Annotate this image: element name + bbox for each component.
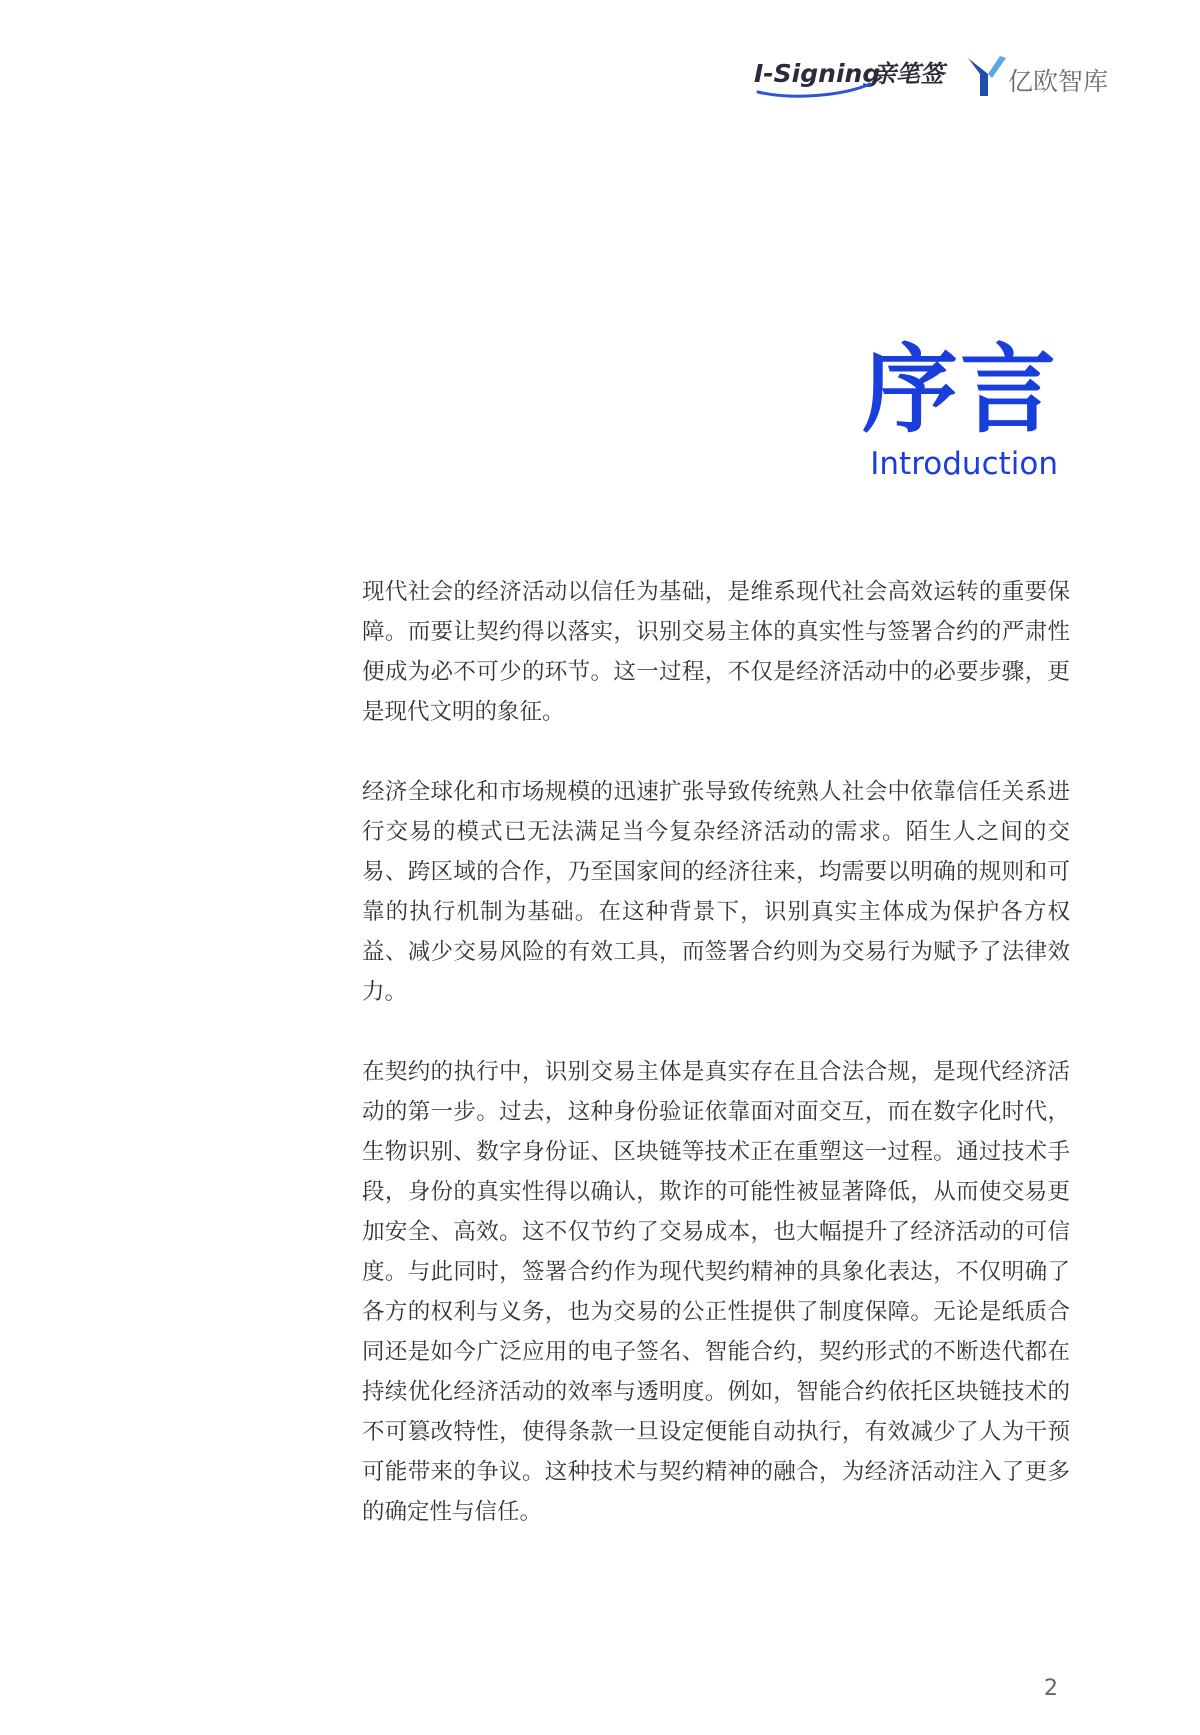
title-block — [862, 334, 1058, 482]
yiou-logo-text: 亿欧智库 — [1008, 67, 1109, 96]
yiou-logo — [964, 52, 1132, 102]
paragraph-2: 经济全球化和市场规模的迅速扩张导致传统熟人社会中依靠信任关系进行交易的模式已无法满足当今复杂经济活动的需求。陌生人之间的交易、跨区域的合作，乃至国家间的经济往来，均需要以明确的规则和可靠的执行机制为基础。在这种背景下，识别真实主体成为保护各方权益、减少交易风险的有效工具，而签署合约则为交易行为赋予了法律效力。 — [362, 779, 1070, 1005]
body-text — [362, 572, 1070, 1572]
isigning-logo-cn: 亲笔签 — [872, 60, 944, 88]
paragraph-1: 现代社会的经济活动以信任为基础，是维系现代社会高效运转的重要保障。而要让契约得以落实，识别交易主体的真实性与签署合约的严肃性便成为必不可少的环节。这一过程，不仅是经济活动中的必要步骤，更是现代文明的象征。 — [362, 579, 1070, 725]
header-logos — [752, 52, 1132, 102]
page-subtitle: Introduction — [870, 446, 1058, 482]
isigning-logo-text: I-Signing — [754, 59, 881, 88]
page-number: 2 — [1044, 1676, 1058, 1701]
isigning-logo — [752, 54, 957, 100]
yiou-y-icon — [968, 56, 1006, 96]
page-title: 序言 — [862, 334, 1058, 446]
paragraph-3: 在契约的执行中，识别交易主体是真实存在且合法合规，是现代经济活动的第一步。过去，这种身份验证依靠面对面交互，而在数字化时代，生物识别、数字身份证、区块链等技术正在重塑这一过程。通过技术手段，身份的真实性得以确认，欺诈的可能性被显著降低，从而使交易更加安全、高效。这不仅节约了交易成本，也大幅提升了经济活动的可信度。与此同时，签署合约作为现代契约精神的具象化表达，不仅明确了各方的权利与义务，也为交易的公正性提供了制度保障。无论是纸质合同还是如今广泛应用的电子签名、智能合约，契约形式的不断迭代都在持续优化经济活动的效率与透明度。例如，智能合约依托区块链技术的不可篡改特性，使得条款一旦设定便能自动执行，有效减少了人为干预可能带来的争议。这种技术与契约精神的融合，为经济活动注入了更多的确定性与信任。 — [362, 1059, 1070, 1525]
